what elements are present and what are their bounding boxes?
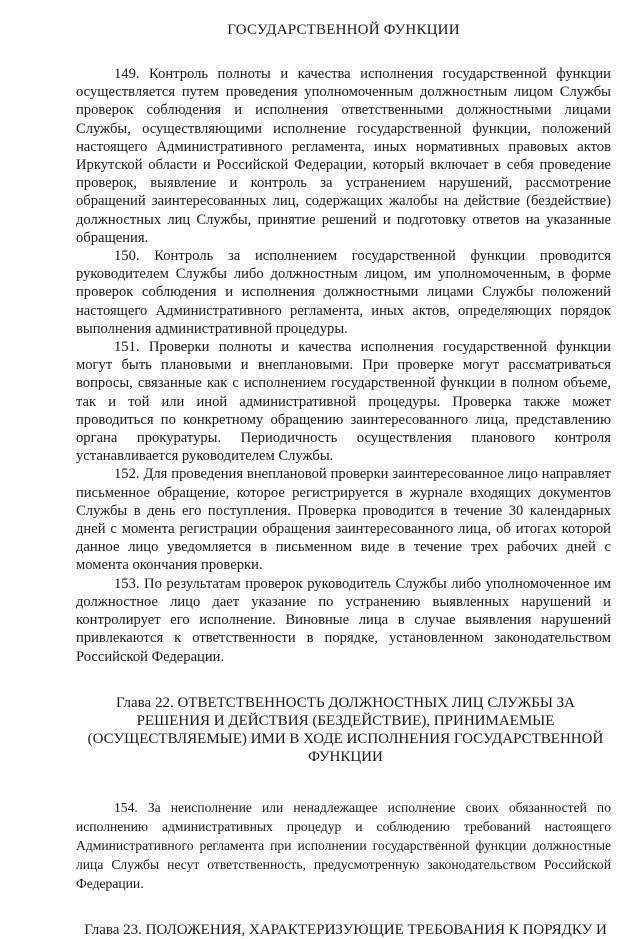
chapter-23-heading: Глава 23. ПОЛОЖЕНИЯ, ХАРАКТЕРИЗУЮЩИЕ ТРЕБОВАНИЯ К ПОРЯДКУ И <box>84 921 607 938</box>
chapter-22-heading: Глава 22. ОТВЕТСТВЕННОСТЬ ДОЛЖНОСТНЫХ ЛИЦ СЛУЖБЫ ЗА РЕШЕНИЯ И ДЕЙСТВИЯ (БЕЗДЕЙСТВИЕ), ПРИНИМАЕМЫЕ (ОСУЩЕСТВЛЯЕМЫЕ) ИМИ В ХОДЕ ИСПОЛНЕНИЯ ГОСУДАРСТВЕННОЙ ФУНКЦИИ <box>87 694 604 765</box>
paragraph-153: 153. По результатам проверок руководитель Службы либо уполномоченное им должностное лицо дает указание по устранению выявленных нарушений и контролирует его исполнение. Виновные лица в случае выявления нарушений привлекаются к ответственности в порядке, установленном законодательством Российской Федерации. <box>76 575 611 665</box>
paragraph-150: 150. Контроль за исполнением государственной функции проводится руководителем Службы либо должностным лицом, им уполномоченным, в форме проверок соблюдения и исполнения должностными лицами Службы положений настоящего Административного регламента, иных актов, определяющих порядок выполнения административной процедуры. <box>76 248 611 337</box>
paragraph-151: 151. Проверки полноты и качества исполнения государственной функции могут быть плановыми и внеплановыми. При проверке могут рассматриваться вопросы, связанные как с исполнением государственной функции в полном объеме, так и той или иной административной процедуры. Проверка также может проводиться по конкретному обращению заинтересованного лица, представлению органа прокуратуры. Периодичность осуществления планового контроля устанавливается руководителем Службы. <box>76 339 611 465</box>
paragraph-152: 152. Для проведения внеплановой проверки заинтересованное лицо направляет письменное обращение, которое регистрируется в журнале входящих документов Службы в день его поступления. Проверка проводится в течение 30 календарных дней с момента регистрации обращения заинтересованного лица, об итогах которой данное лицо уведомляется в письменном виде в течение трех рабочих дней с момента окончания проверки. <box>76 466 611 574</box>
paragraph-154: 154. За неисполнение или ненадлежащее исполнение своих обязанностей по исполнению административных процедур и соблюдению требований настоящего Административного регламента при исполнении государственной функции должностные лица Службы несут ответственность, предусмотренную законодательством Российской Федерации. <box>76 799 611 891</box>
paragraph-149: 149. Контроль полноты и качества исполнения государственной функции осуществляется путем проведения уполномоченным должностным лицом Службы проверок соблюдения и исполнения ответственными должностными лицами Службы, осуществляющими исполнение государственной функции, положений настоящего Административного регламента, иных нормативных правовых актов Иркутской области и Российской Федерации, который включает в себя проведение проверок, выявление и контроль за устранением нарушений, рассмотрение обращений заинтересованных лиц, содержащих жалобы на действие (бездействие) должностных лиц Службы, принятие решений и подготовку ответов на указанные обращения. <box>76 66 611 246</box>
running-header: ГОСУДАРСТВЕННОЙ ФУНКЦИИ <box>227 22 460 38</box>
